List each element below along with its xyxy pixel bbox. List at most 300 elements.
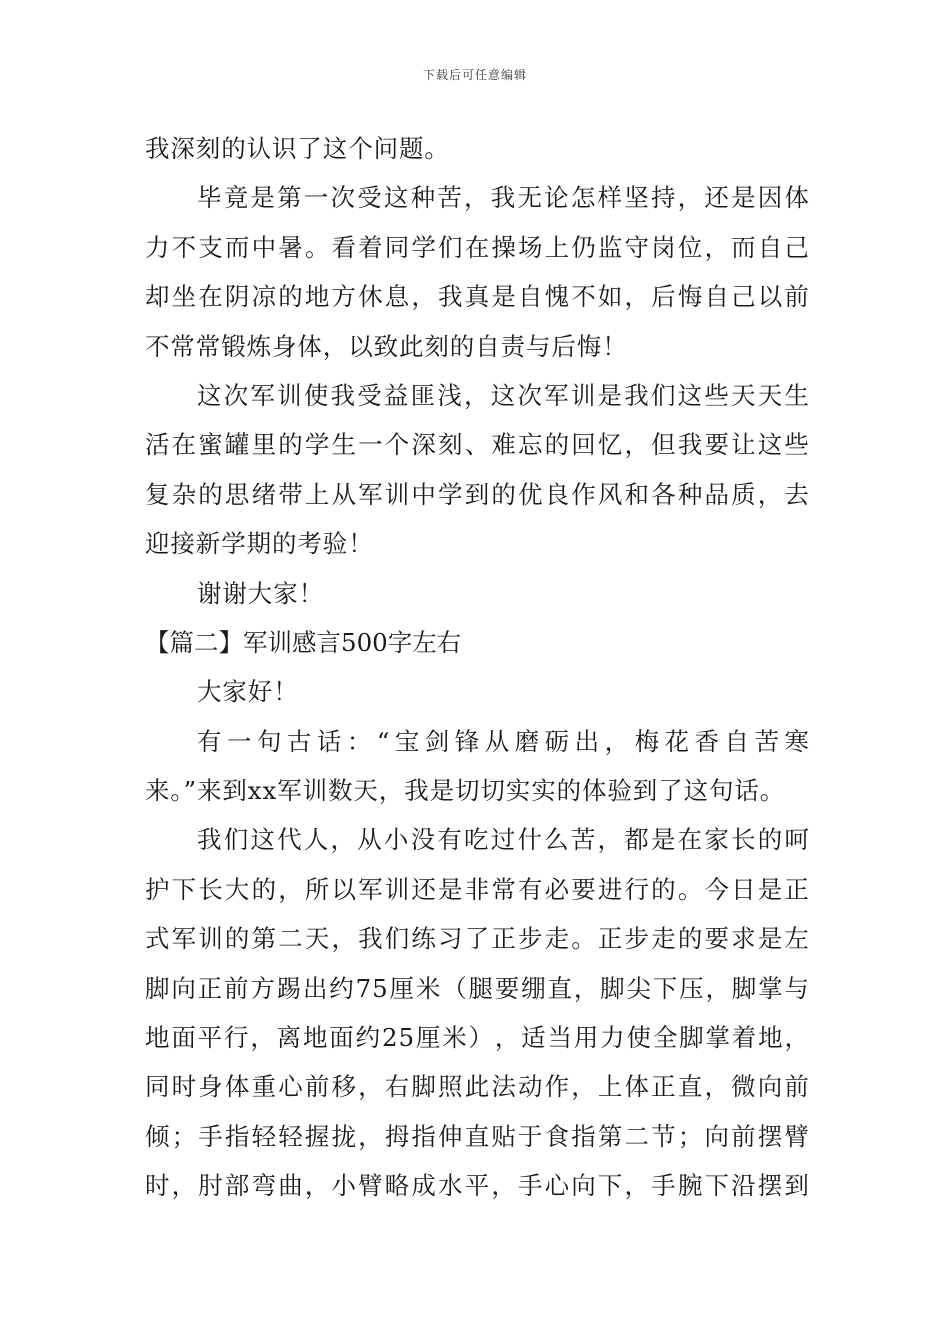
text-glyph: 因	[757, 183, 784, 213]
text-glyph: 压	[679, 973, 705, 1003]
text-glyph: 全	[652, 1023, 679, 1053]
text-glyph: 古	[286, 726, 313, 756]
text-glyph: 正	[197, 973, 224, 1003]
text-glyph: 己	[784, 232, 810, 262]
text-glyph: 时	[171, 1072, 198, 1102]
text-glyph: 话	[316, 726, 343, 756]
text-glyph: 和	[624, 479, 650, 509]
text-glyph: 什	[517, 825, 543, 855]
text-glyph: 不	[571, 282, 597, 312]
text-glyph: 贴	[491, 1121, 517, 1151]
text-glyph: 走	[544, 924, 571, 954]
text-glyph: 是	[491, 282, 517, 312]
text-glyph: 倾	[145, 1121, 171, 1151]
text-glyph: 良	[544, 479, 571, 509]
text-glyph: 让	[731, 430, 757, 460]
text-glyph: 坐	[171, 282, 198, 312]
text-glyph: 移	[331, 1072, 357, 1102]
text-glyph: 直	[677, 1072, 704, 1102]
text-glyph: 是	[757, 874, 784, 904]
text-glyph: 部	[224, 1171, 251, 1201]
text-glyph: 心	[278, 1072, 304, 1102]
text-glyph: ，	[171, 1171, 198, 1201]
text-glyph: 磨	[514, 726, 541, 756]
text-glyph: 身	[198, 1072, 224, 1102]
text-glyph: ，	[757, 479, 784, 509]
text-glyph: 指	[571, 1121, 597, 1151]
text-glyph: 曲	[278, 1171, 304, 1201]
text-glyph: 掌	[758, 973, 784, 1003]
text-glyph: 肘	[198, 1171, 224, 1201]
text-glyph: 学	[304, 430, 331, 460]
text-glyph: ，	[331, 924, 357, 954]
text-glyph: 、	[464, 430, 491, 460]
text-glyph: ，	[597, 825, 623, 855]
text-glyph: 我	[358, 924, 384, 954]
text-glyph: ，	[304, 1171, 331, 1201]
text-glyph: 受	[357, 380, 383, 410]
text-glyph: 轻	[251, 1121, 277, 1151]
text-glyph: 论	[544, 183, 570, 213]
text-glyph: 米	[415, 973, 442, 1003]
text-glyph: 种	[677, 479, 704, 509]
text-glyph: 使	[303, 380, 330, 410]
text-glyph: 些	[704, 380, 730, 410]
text-glyph: 前	[784, 282, 810, 312]
text-glyph: 们	[384, 924, 411, 954]
text-glyph: 是	[250, 183, 276, 213]
text-glyph: 一	[358, 430, 384, 460]
text-glyph: 竟	[223, 183, 250, 213]
text-glyph: 步	[517, 924, 544, 954]
text-glyph: 我	[330, 380, 356, 410]
text-glyph: 指	[224, 1121, 251, 1151]
section-heading: 【篇二】军训感言500字左右	[145, 627, 462, 657]
text-glyph: 在	[198, 282, 224, 312]
text-glyph: 从	[357, 825, 383, 855]
text-glyph: 有	[197, 726, 223, 756]
text-glyph: 出	[574, 726, 601, 756]
text-glyph: 正	[491, 924, 517, 954]
text-glyph: 位	[677, 232, 704, 262]
text-glyph: 右	[384, 1072, 411, 1102]
text-glyph: 的	[224, 924, 251, 954]
text-glyph: 这	[677, 380, 704, 410]
text-glyph: 踢	[276, 973, 303, 1003]
text-glyph: 脚	[679, 1023, 705, 1053]
text-glyph: ，	[491, 1171, 517, 1201]
text-glyph: 正	[597, 924, 624, 954]
text-glyph: 第	[277, 183, 303, 213]
text-glyph: 手	[651, 1171, 677, 1201]
text-glyph: ，	[411, 282, 437, 312]
text-glyph: 下	[704, 1171, 730, 1201]
text-glyph: 蜜	[198, 430, 224, 460]
text-glyph: 用	[573, 1023, 600, 1053]
text-glyph: 我	[490, 183, 517, 213]
text-line: 我深刻的认识了这个问题。	[145, 134, 450, 163]
text-glyph: 地	[302, 1023, 329, 1053]
text-glyph: 但	[651, 430, 677, 460]
text-glyph: 到	[784, 1171, 810, 1201]
text-glyph: 直	[464, 1121, 491, 1151]
text-glyph: 香	[694, 726, 720, 756]
text-glyph: 向	[704, 1121, 730, 1151]
text-glyph: 样	[597, 183, 623, 213]
text-glyph: 。	[571, 924, 597, 954]
text-glyph: 怎	[570, 183, 597, 213]
text-glyph: 有	[437, 825, 463, 855]
text-glyph: 照	[438, 1072, 464, 1102]
text-glyph: 平	[464, 1171, 491, 1201]
text-glyph: 训	[384, 874, 411, 904]
text-glyph: 这	[383, 183, 410, 213]
text-glyph: 砺	[544, 726, 571, 756]
text-glyph: 大	[224, 874, 251, 904]
text-glyph: 的	[757, 825, 784, 855]
text-glyph: 剑	[424, 726, 451, 756]
text-glyph: 悔	[677, 282, 704, 312]
text-glyph: 第	[597, 1121, 624, 1151]
text-glyph: 的	[677, 924, 704, 954]
text-line	[145, 918, 810, 967]
text-glyph: 操	[491, 232, 517, 262]
text-glyph: 监	[597, 232, 624, 262]
text-glyph: 长	[731, 825, 757, 855]
text-glyph: 苦	[437, 183, 463, 213]
text-glyph: 训	[277, 380, 303, 410]
text-glyph: 的	[491, 479, 517, 509]
text-glyph: 脚	[145, 973, 171, 1003]
text-glyph: 们	[650, 380, 677, 410]
text-glyph: 长	[198, 874, 224, 904]
text-glyph: 下	[171, 874, 198, 904]
text-glyph: 品	[704, 479, 730, 509]
text-glyph: 方	[331, 282, 357, 312]
text-glyph: 地	[758, 1023, 784, 1053]
text-glyph: 们	[438, 232, 464, 262]
text-glyph: 二	[278, 924, 304, 954]
text-glyph: 句	[256, 726, 283, 756]
text-glyph: 离	[276, 1023, 303, 1053]
text-glyph: 中	[251, 232, 277, 262]
text-glyph: 握	[304, 1121, 331, 1151]
text-glyph: 训	[384, 479, 411, 509]
text-line	[145, 227, 810, 276]
text-line	[145, 968, 810, 1017]
text-glyph: 着	[358, 232, 384, 262]
text-line	[145, 1017, 810, 1066]
text-glyph: 训	[198, 924, 224, 954]
text-glyph: 重	[251, 1072, 277, 1102]
text-glyph: 必	[544, 874, 571, 904]
text-glyph: 轻	[278, 1121, 304, 1151]
text-glyph: 去	[784, 479, 810, 509]
text-glyph: 息	[384, 282, 411, 312]
paragraph-first-line	[145, 177, 810, 226]
text-glyph: ，	[704, 232, 730, 262]
text-glyph: 无	[517, 183, 543, 213]
text-line: 不常常锻炼身体，以致此刻的自责与后悔！	[145, 331, 628, 361]
text-glyph: 绷	[521, 973, 547, 1003]
text-glyph: ，	[358, 1121, 384, 1151]
text-glyph: 益	[383, 380, 410, 410]
text-glyph: 摆	[757, 1171, 784, 1201]
text-glyph: 正	[784, 874, 810, 904]
text-glyph: 持	[650, 183, 677, 213]
text-glyph: 前	[731, 1121, 757, 1151]
text-glyph: 从	[484, 726, 511, 756]
text-glyph: 所	[304, 874, 331, 904]
paragraph-first-line	[145, 375, 810, 424]
text-glyph: 前	[784, 1072, 810, 1102]
text-glyph: 军	[358, 874, 384, 904]
text-glyph: 有	[517, 874, 544, 904]
text-glyph: 么	[544, 825, 570, 855]
paragraph-first-line	[145, 819, 810, 868]
text-glyph: 看	[331, 232, 357, 262]
text-glyph: 行	[624, 874, 650, 904]
text-glyph: 过	[490, 825, 517, 855]
text-glyph: 寒	[784, 726, 810, 756]
text-glyph: 不	[171, 232, 198, 262]
text-glyph: 略	[384, 1171, 411, 1201]
text-glyph: 我	[197, 825, 223, 855]
text-glyph: 这	[757, 430, 784, 460]
text-glyph: 思	[224, 479, 251, 509]
text-glyph: 里	[251, 430, 277, 460]
text-glyph: 在	[677, 825, 704, 855]
text-glyph: ，	[784, 1023, 810, 1053]
text-glyph: ，	[330, 825, 356, 855]
text-glyph: 出	[302, 973, 329, 1003]
text-glyph: 步	[624, 924, 650, 954]
text-glyph: 指	[411, 1121, 437, 1151]
text-glyph: 地	[304, 282, 331, 312]
text-line	[145, 1066, 810, 1115]
text-glyph: 成	[411, 1171, 437, 1201]
text-glyph: 锋	[454, 726, 481, 756]
text-glyph: 匪	[410, 380, 437, 410]
text-glyph: 25	[381, 1023, 415, 1053]
text-glyph: 着	[731, 1023, 758, 1053]
text-line	[145, 869, 810, 918]
text-glyph: 走	[651, 924, 677, 954]
text-glyph: ：	[346, 726, 373, 756]
text-glyph: 当	[547, 1023, 573, 1053]
text-glyph: ，	[604, 726, 630, 756]
text-glyph: 。	[304, 232, 331, 262]
text-glyph: 军	[171, 924, 198, 954]
text-glyph: 个	[384, 430, 411, 460]
text-glyph: 刻	[438, 430, 464, 460]
text-glyph: （	[442, 973, 468, 1003]
text-glyph: 作	[571, 479, 597, 509]
text-glyph: 却	[145, 282, 171, 312]
greeting-line: 大家好！	[197, 677, 299, 707]
text-glyph: 次	[517, 380, 543, 410]
text-glyph: 米	[442, 1023, 468, 1053]
text-glyph: 天	[731, 380, 757, 410]
text-glyph: 约	[355, 1023, 382, 1053]
text-glyph: 腕	[677, 1171, 704, 1201]
text-glyph: 平	[197, 1023, 224, 1053]
text-glyph: 向	[571, 1171, 597, 1201]
text-glyph: ，	[677, 183, 704, 213]
text-glyph: 体	[784, 183, 810, 213]
text-glyph: 次	[330, 183, 356, 213]
text-glyph: 向	[171, 973, 197, 1003]
text-glyph: 杂	[171, 479, 198, 509]
text-line	[145, 1116, 810, 1165]
text-glyph: 忘	[517, 430, 544, 460]
text-glyph: 次	[223, 380, 250, 410]
closing-line: 谢谢大家！	[197, 578, 324, 608]
text-glyph: 岗	[651, 232, 677, 262]
text-glyph: ，	[624, 282, 650, 312]
text-glyph: 的	[544, 430, 571, 460]
text-glyph: 这	[197, 380, 223, 410]
document-body	[145, 128, 810, 1215]
text-glyph: 拢	[331, 1121, 357, 1151]
text-glyph: 是	[731, 183, 757, 213]
text-glyph: 而	[224, 232, 251, 262]
text-glyph: 我	[677, 430, 704, 460]
text-glyph: 没	[410, 825, 437, 855]
text-glyph: 种	[410, 183, 437, 213]
text-glyph: 面	[329, 1023, 355, 1053]
text-glyph: ，	[358, 1072, 384, 1102]
text-glyph: 在	[171, 430, 198, 460]
text-glyph: 要	[494, 973, 521, 1003]
text-glyph: 的	[198, 479, 224, 509]
text-glyph: 天	[304, 924, 331, 954]
text-glyph: ；	[171, 1121, 198, 1151]
text-glyph: ，	[494, 1023, 521, 1053]
text-glyph: 坚	[624, 183, 650, 213]
text-glyph: 自	[517, 282, 544, 312]
text-glyph: 还	[411, 874, 437, 904]
text-glyph: 拇	[384, 1121, 411, 1151]
text-glyph: 生	[784, 380, 810, 410]
text-glyph: 非	[464, 874, 491, 904]
text-glyph: 吃	[464, 825, 490, 855]
text-glyph: 天	[757, 380, 784, 410]
text-glyph: 要	[571, 874, 597, 904]
text-glyph: 二	[624, 1121, 650, 1151]
text-glyph: 是	[438, 874, 464, 904]
text-glyph: 都	[624, 825, 650, 855]
text-glyph: 手	[198, 1121, 224, 1151]
text-glyph: 军	[358, 479, 384, 509]
text-glyph: 以	[757, 282, 784, 312]
text-glyph: ，	[705, 973, 731, 1003]
text-glyph: 前	[304, 1072, 331, 1102]
text-glyph: 在	[464, 232, 491, 262]
text-glyph: 绪	[251, 479, 277, 509]
text-glyph: 阴	[224, 282, 251, 312]
text-glyph: 下	[597, 1171, 624, 1201]
text-glyph: 受	[357, 183, 383, 213]
text-glyph: 中	[411, 479, 437, 509]
text-glyph: 下	[652, 973, 679, 1003]
text-glyph: 脚	[731, 973, 758, 1003]
text-glyph: 水	[438, 1171, 464, 1201]
text-glyph: 第	[251, 924, 277, 954]
text-glyph: 学	[411, 232, 437, 262]
text-line	[145, 1165, 810, 1214]
text-glyph: 们	[223, 825, 250, 855]
text-glyph: 一	[303, 183, 330, 213]
text-glyph: 是	[650, 825, 677, 855]
text-glyph: 食	[544, 1121, 571, 1151]
text-glyph: 上	[544, 232, 571, 262]
text-glyph: 仍	[571, 232, 597, 262]
text-glyph: 我	[624, 380, 650, 410]
text-glyph: 厘	[389, 973, 415, 1003]
text-line	[145, 276, 810, 325]
text-glyph: 人	[303, 825, 330, 855]
text-glyph: 腿	[468, 973, 494, 1003]
text-glyph: 上	[597, 1072, 624, 1102]
text-glyph: 后	[651, 282, 677, 312]
text-glyph: 我	[438, 282, 464, 312]
text-glyph: 了	[464, 924, 491, 954]
text-glyph: 弯	[251, 1171, 277, 1201]
text-glyph: 与	[784, 973, 810, 1003]
text-glyph: 呵	[784, 825, 810, 855]
text-glyph: “	[376, 726, 391, 756]
text-glyph: ；	[677, 1121, 704, 1151]
text-glyph: 手	[517, 1171, 544, 1201]
text-glyph: 的	[278, 282, 304, 312]
text-glyph: 脚	[600, 973, 626, 1003]
text-glyph: 体	[624, 1072, 650, 1102]
text-glyph: 优	[517, 479, 544, 509]
text-glyph: 毕	[197, 183, 223, 213]
text-glyph: 习	[438, 924, 464, 954]
text-glyph: 同	[384, 232, 411, 262]
text-glyph: 自	[704, 282, 730, 312]
text-glyph: 微	[731, 1072, 757, 1102]
text-glyph: 这	[250, 825, 276, 855]
text-glyph: 宝	[394, 726, 421, 756]
text-glyph: 式	[145, 924, 171, 954]
text-glyph: 方	[250, 973, 276, 1003]
text-glyph: 力	[145, 232, 171, 262]
text-glyph: 法	[491, 1072, 517, 1102]
text-glyph: 正	[651, 1072, 677, 1102]
text-glyph: 深	[411, 430, 437, 460]
text-glyph: 己	[731, 282, 757, 312]
text-glyph: 臂	[358, 1171, 384, 1201]
text-line: 迎接新学期的考验！	[145, 529, 374, 559]
text-glyph: 花	[664, 726, 690, 756]
text-glyph: 浅	[437, 380, 463, 410]
text-glyph: 向	[757, 1072, 784, 1102]
text-glyph: 从	[331, 479, 357, 509]
text-glyph: 难	[491, 430, 517, 460]
text-glyph: 常	[491, 874, 517, 904]
text-glyph: 罐	[224, 430, 251, 460]
text-glyph: ，	[704, 1072, 730, 1102]
text-glyph: 自	[724, 726, 750, 756]
text-glyph: 凉	[251, 282, 277, 312]
text-glyph: 活	[145, 430, 171, 460]
text-glyph: 愧	[544, 282, 571, 312]
text-glyph: 脚	[411, 1072, 437, 1102]
text-glyph: 忆	[597, 430, 624, 460]
